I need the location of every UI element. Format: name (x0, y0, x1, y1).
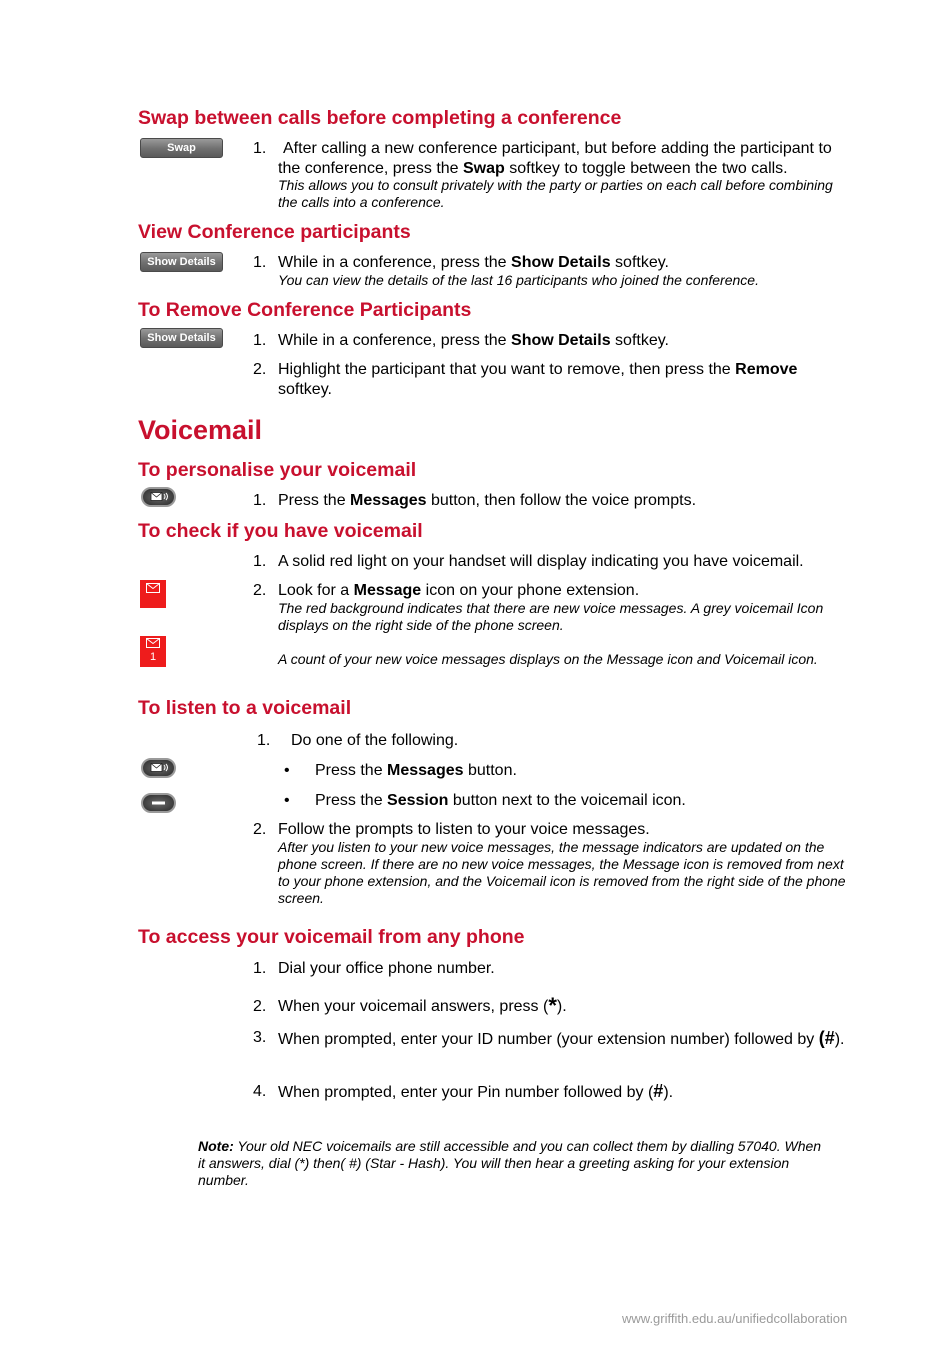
step-text: While in a conference, press the Show Details softkey. (278, 332, 669, 349)
step-number: 1. (253, 332, 267, 349)
step-number: 2. (253, 361, 267, 378)
step-note: A count of your new voice messages displays on the Message icon and Voicemail icon. (278, 651, 818, 667)
bullet-text: Press the Session button next to the voicemail icon. (315, 792, 686, 809)
step-note: After you listen to your new voice messages, the message indicators are updated on the phone screen. If there are no new voice messages, the Message icon is removed from next to your phone extension, and the Voicemail icon is removed from the right side of the phone screen. (278, 839, 846, 906)
step-number: 1. (253, 492, 267, 509)
step-text: When your voicemail answers, press (*). (278, 993, 567, 1018)
step-text: Dial your office phone number. (278, 960, 495, 977)
section-heading-listen: To listen to a voicemail (138, 697, 352, 719)
section-heading-personalise: To personalise your voicemail (138, 459, 417, 481)
messages-button-icon (141, 487, 176, 507)
section-heading-check: To check if you have voicemail (138, 520, 423, 542)
step-number: 2. (253, 582, 267, 599)
swap-softkey-image: Swap (140, 138, 223, 158)
message-count-badge: 1 (149, 651, 157, 663)
step-number: 2. (253, 821, 267, 838)
step-number: 3. (253, 1029, 267, 1046)
step-text: After calling a new conference participant, but before adding the participant to the conference, press the Swap softkey to toggle between the two calls. (278, 140, 832, 177)
step-text: When prompted, enter your Pin number followed by (#). (278, 1081, 674, 1101)
step-text: A solid red light on your handset will display indicating you have voicemail. (278, 553, 804, 570)
step-text: Do one of the following. (291, 732, 459, 749)
step-number: 4. (253, 1083, 267, 1100)
step-text: Look for a Message icon on your phone extension. (278, 582, 640, 599)
step-number: 2. (253, 998, 267, 1015)
session-button-icon (141, 793, 176, 813)
section-heading-view-participants: View Conference participants (138, 221, 411, 243)
footer-url[interactable]: www.griffith.edu.au/unifiedcollaboration (622, 1311, 848, 1326)
message-indicator-icon (140, 580, 166, 608)
footnote: Note: Your old NEC voicemails are still accessible and you can collect them by dialling 57040. When it answers, dial (*) then( #) (Star - Hash). You will then hear a greeting asking for your extension number. (198, 1138, 822, 1188)
bullet: • (284, 762, 290, 779)
step-text: Highlight the participant that you want to remove, then press the Remove softkey. (278, 361, 798, 398)
step-note: The red background indicates that there are new voice messages. A grey voicemail Icon displays on the right side of the phone screen. (278, 600, 824, 633)
page-title-voicemail: Voicemail (138, 415, 263, 445)
section-heading-access: To access your voicemail from any phone (138, 926, 525, 948)
section-heading-remove-participants: To Remove Conference Participants (138, 299, 472, 321)
step-note: You can view the details of the last 16 participants who joined the conference. (278, 272, 759, 288)
messages-button-icon (141, 758, 176, 778)
step-number: 1. (253, 960, 267, 977)
step-number: 1. (253, 140, 267, 157)
step-note: This allows you to consult privately with the party or parties on each call before combining the calls into a conference. (278, 177, 833, 210)
step-text: Press the Messages button, then follow the voice prompts. (278, 492, 697, 509)
step-text: When prompted, enter your ID number (your extension number) followed by (#). (278, 1028, 845, 1048)
section-heading-swap: Swap between calls before completing a conference (138, 107, 622, 129)
step-number: 1. (253, 553, 267, 570)
step-number: 1. (257, 732, 271, 749)
message-count-icon (140, 636, 166, 667)
show-details-softkey-image: Show Details (140, 328, 223, 348)
step-text: Follow the prompts to listen to your voice messages. (278, 821, 650, 838)
step-text: While in a conference, press the Show Details softkey. (278, 254, 669, 271)
bullet: • (284, 792, 290, 809)
show-details-softkey-image: Show Details (140, 252, 223, 272)
bullet-text: Press the Messages button. (315, 762, 517, 779)
step-number: 1. (253, 254, 267, 271)
